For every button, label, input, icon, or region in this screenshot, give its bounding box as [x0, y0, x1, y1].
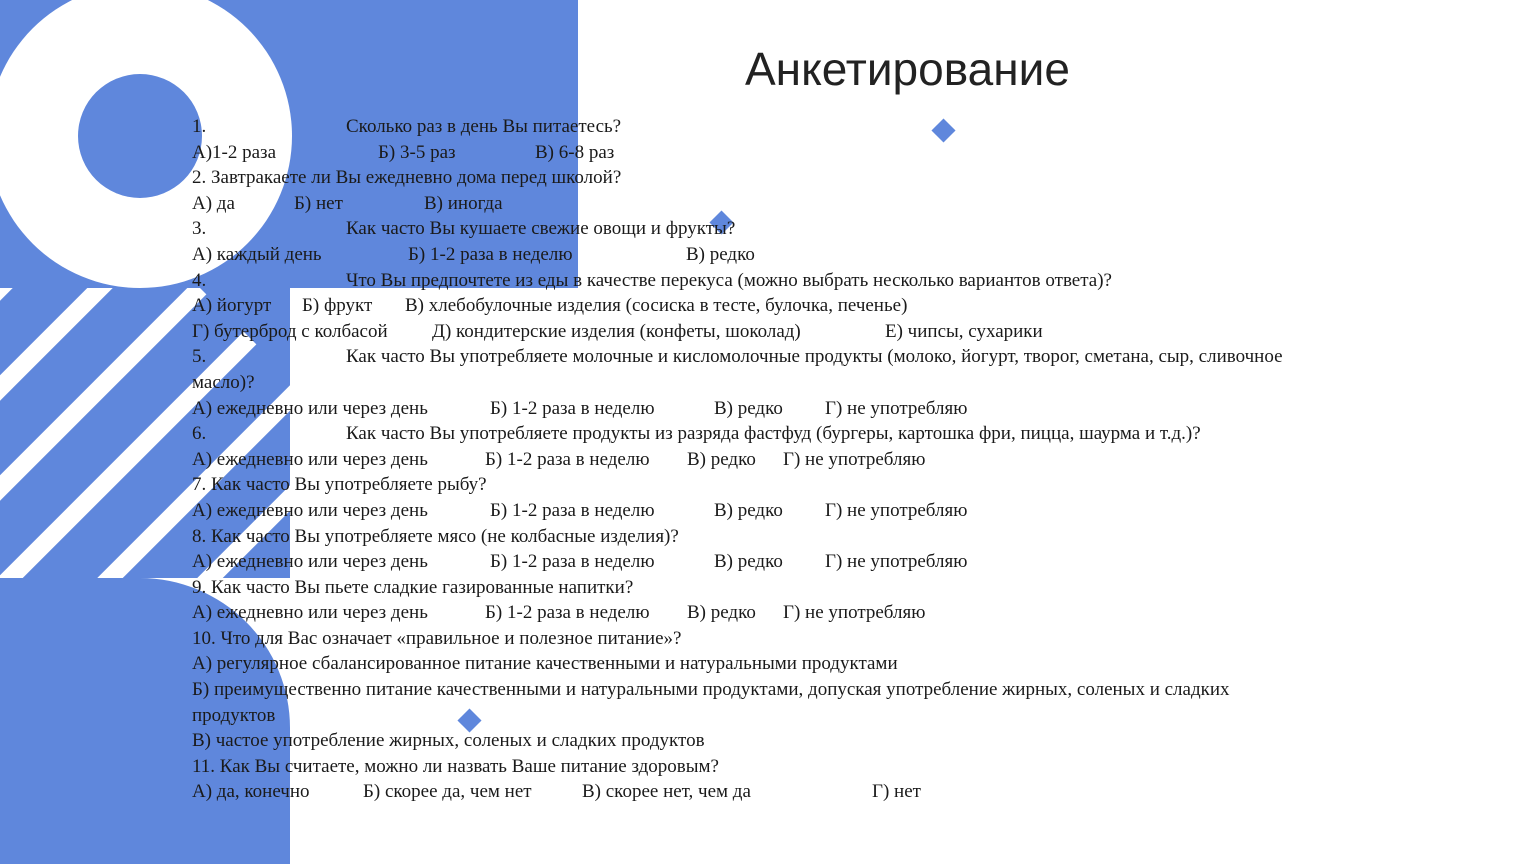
answer-option: В) иногда	[424, 192, 503, 214]
question-line	[192, 472, 1422, 498]
answer-line	[192, 549, 1422, 575]
question-line	[192, 626, 1422, 652]
answer-option: А) ежедневно или через день	[192, 448, 428, 470]
answer-option: Б) фрукт	[302, 295, 373, 317]
question-text: Как часто Вы кушаете свежие овощи и фрукты?	[346, 218, 736, 240]
blue-ring-core	[78, 74, 202, 198]
answer-option: Б) 1-2 раза в неделю	[490, 499, 655, 521]
question-line	[192, 524, 1422, 550]
answer-line	[192, 191, 1422, 217]
answer-line	[192, 498, 1422, 524]
question-text: 9. Как часто Вы пьете сладкие газированные напитки?	[192, 576, 634, 598]
question-text: 2. Завтракаете ли Вы ежедневно дома перед школой?	[192, 167, 622, 189]
question-text: Сколько раз в день Вы питаетесь?	[346, 116, 622, 137]
answer-option: А) регулярное сбалансированное питание качественными и натуральными продуктами	[192, 653, 898, 675]
question-text: Как часто Вы употребляете продукты из разряда фастфуд (бургеры, картошка фри, пицца, шаурма и т.д.)?	[346, 423, 1201, 445]
answer-line	[192, 293, 1422, 319]
answer-option: В) редко	[714, 499, 783, 521]
question-text: 7. Как часто Вы употребляете рыбу?	[192, 474, 487, 496]
answer-line	[192, 242, 1422, 268]
answer-option: А)1-2 раза	[192, 141, 276, 163]
answer-option: Д) кондитерские изделия (конфеты, шоколад)	[432, 320, 801, 342]
answer-option: А) да, конечно	[192, 781, 310, 803]
answer-line	[192, 728, 1422, 754]
question-text: 8. Как часто Вы употребляете мясо (не колбасные изделия)?	[192, 525, 679, 547]
answer-option: Б) 1-2 раза в неделю	[485, 602, 650, 624]
answer-option: А) йогурт	[192, 295, 272, 317]
answer-option: В) скорее нет, чем да	[582, 781, 751, 803]
slide-title: Анкетирование	[745, 43, 1070, 95]
question-line-continued	[192, 370, 1422, 396]
answer-line	[192, 600, 1422, 626]
answer-option: Б) нет	[294, 192, 343, 214]
answer-line	[192, 651, 1422, 677]
answer-option: Е) чипсы, сухарики	[885, 320, 1043, 342]
answer-option: В) частое употребление жирных, соленых и сладких продуктов	[192, 730, 705, 752]
question-line	[192, 421, 1422, 447]
answer-option: А) каждый день	[192, 243, 322, 265]
answer-option: В) редко	[714, 551, 783, 573]
question-text: Что Вы предпочтете из еды в качестве перекуса (можно выбрать несколько вариантов ответа)?	[346, 269, 1112, 291]
answer-option: В) редко	[687, 448, 756, 470]
answer-option: Б) 3-5 раз	[378, 141, 456, 163]
question-number: 3.	[192, 218, 207, 240]
question-number: 5.	[192, 346, 207, 368]
question-line	[192, 216, 1422, 242]
answer-option: А) ежедневно или через день	[192, 397, 428, 419]
answer-line	[192, 779, 1422, 805]
answer-line	[192, 447, 1422, 473]
question-number: 1.	[192, 116, 207, 137]
answer-option: Г) не употребляю	[783, 448, 926, 470]
answer-option: В) редко	[686, 243, 755, 265]
answer-line-continued	[192, 703, 1422, 729]
question-text: 10. Что для Вас означает «правильное и полезное питание»?	[192, 627, 682, 649]
answer-line	[192, 140, 1422, 166]
answer-option: В) редко	[687, 602, 756, 624]
question-line	[192, 754, 1422, 780]
answer-option: В) редко	[714, 397, 783, 419]
answer-option: А) да	[192, 192, 235, 214]
answer-option: Б) 1-2 раза в неделю	[485, 448, 650, 470]
answer-option: А) ежедневно или через день	[192, 499, 428, 521]
answer-option: Г) не употребляю	[825, 499, 968, 521]
question-text: 11. Как Вы считаете, можно ли назвать Ваше питание здоровым?	[192, 755, 719, 777]
answer-line	[192, 319, 1422, 345]
question-line	[192, 268, 1422, 294]
question-number: 4.	[192, 269, 207, 291]
question-text: Как часто Вы употребляете молочные и кисломолочные продукты (молоко, йогурт, творог, сметана, сыр, сливочное	[346, 346, 1283, 368]
answer-option: А) ежедневно или через день	[192, 551, 428, 573]
answer-option: Г) не употребляю	[825, 397, 968, 419]
question-number: 6.	[192, 423, 207, 445]
answer-option: В) хлебобулочные изделия (сосиска в тесте, булочка, печенье)	[405, 295, 908, 317]
answer-option: Г) не употребляю	[825, 551, 968, 573]
answer-line	[192, 677, 1422, 703]
question-line	[192, 114, 1422, 140]
answer-option: Г) не употребляю	[783, 602, 926, 624]
answer-option: Б) 1-2 раза в неделю	[490, 551, 655, 573]
questionnaire	[192, 114, 1422, 805]
question-line	[192, 165, 1422, 191]
answer-option: Б) 1-2 раза в неделю	[408, 243, 573, 265]
question-text: масло)?	[192, 371, 255, 393]
question-line	[192, 575, 1422, 601]
answer-option: В) 6-8 раз	[535, 141, 615, 163]
answer-line	[192, 396, 1422, 422]
answer-option: А) ежедневно или через день	[192, 602, 428, 624]
answer-option: Б) преимущественно питание качественными и натуральными продуктами, допуская употребление жирных, соленых и сладких	[192, 679, 1230, 701]
answer-option: Б) 1-2 раза в неделю	[490, 397, 655, 419]
answer-option: продуктов	[192, 704, 276, 726]
answer-option: Б) скорее да, чем нет	[363, 781, 532, 803]
answer-option: Г) нет	[872, 781, 921, 803]
question-line	[192, 344, 1422, 370]
answer-option: Г) бутерброд с колбасой	[192, 320, 388, 342]
